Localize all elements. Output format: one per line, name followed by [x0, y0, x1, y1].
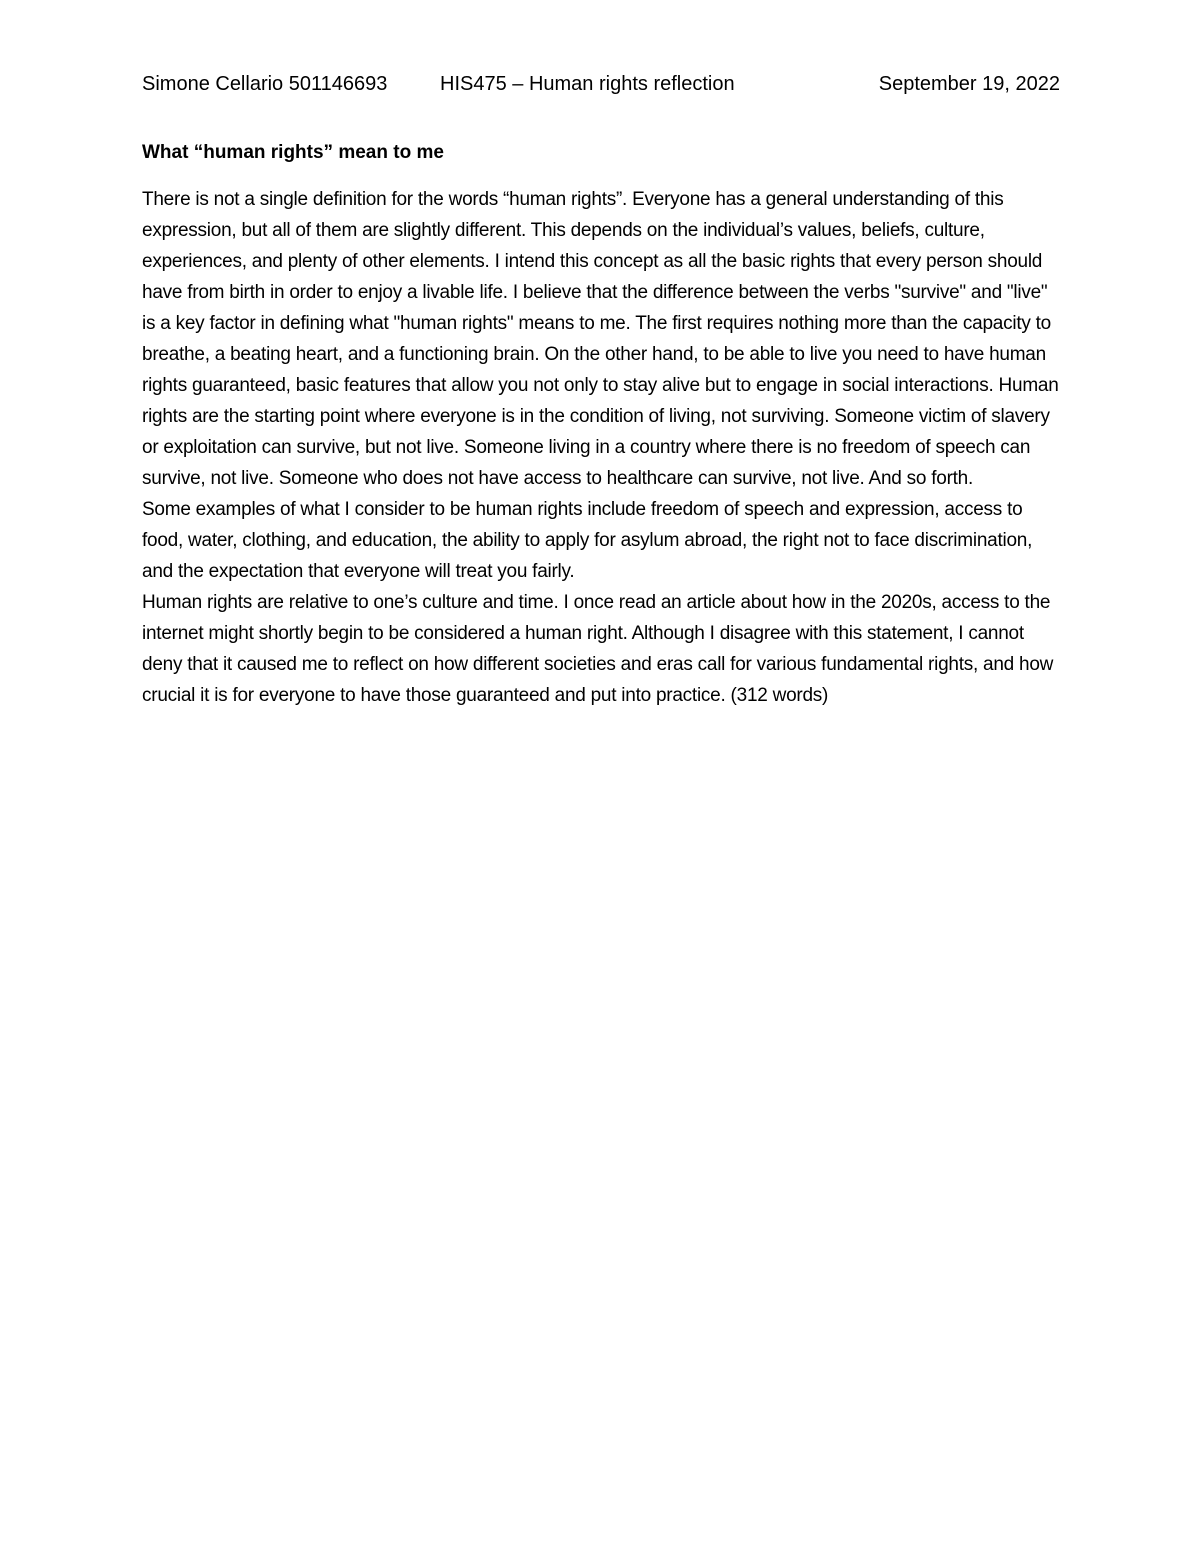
document-date: September 19, 2022	[878, 73, 1060, 95]
paragraph-2: Some examples of what I consider to be human rights include freedom of speech and expression, access to food, water, clothing, and education, the ability to apply for asylum abroad, the right not to face discrimination, and the expectation that everyone will treat you fairly.	[142, 499, 1033, 582]
essay-body	[142, 184, 1062, 711]
paragraph-3: Human rights are relative to one’s culture and time. I once read an article about how in the 2020s, access to the internet might shortly begin to be considered a human right. Although I disagree with this statement, I cannot deny that it caused me to reflect on how different societies and eras call for various fundamental rights, and how crucial it is for everyone to have those guaranteed and put into practice. (312 words)	[142, 592, 1054, 706]
course-title: HIS475 – Human rights reflection	[440, 73, 735, 95]
author-name: Simone Cellario 501146693	[142, 73, 388, 95]
paragraph-1: There is not a single definition for the words “human rights”. Everyone has a general understanding of this expression, but all of them are slightly different. This depends on the individual’s values, beliefs, culture, experiences, and plenty of other elements. I intend this concept as all the basic rights that every person should have from birth in order to enjoy a livable life. I believe that the difference between the verbs "survive" and "live" is a key factor in defining what "human rights" means to me. The first requires nothing more than the capacity to breathe, a beating heart, and a functioning brain. On the other hand, to be able to live you need to have human rights guaranteed, basic features that allow you not only to stay alive but to engage in social interactions. Human rights are the starting point where everyone is in the condition of living, not surviving. Someone victim of slavery or exploitation can survive, but not live. Someone living in a country where there is no freedom of speech can survive, not live. Someone who does not have access to healthcare can survive, not live. And so forth.	[142, 189, 1059, 489]
document-page	[142, 66, 1062, 711]
document-header	[142, 66, 1062, 102]
essay-title: What “human rights” mean to me	[142, 142, 444, 163]
